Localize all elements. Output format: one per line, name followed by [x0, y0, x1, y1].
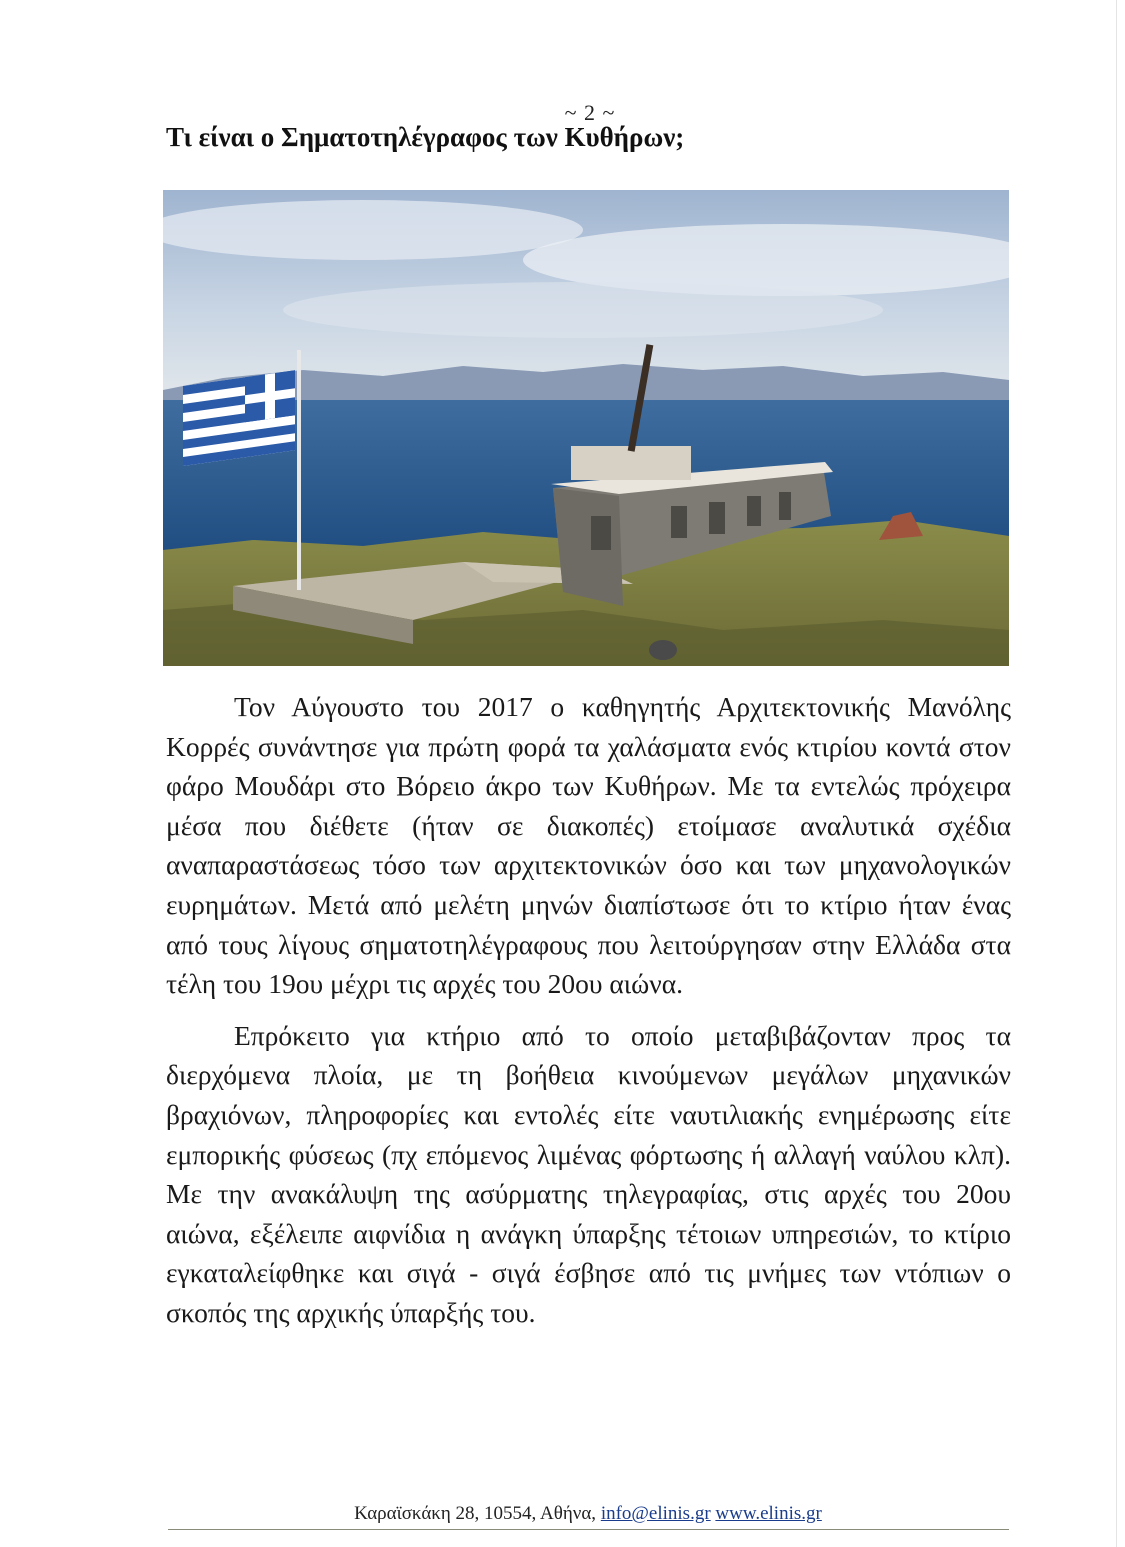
footer-email-link[interactable]: info@elinis.gr	[600, 1503, 711, 1524]
footer-website-link[interactable]: www.elinis.gr	[715, 1503, 822, 1524]
footer	[0, 1503, 1125, 1525]
paragraph-1: Τον Αύγουστο του 2017 ο καθηγητής Αρχιτεκτονικής Μανόλης Κορρές συνάντησε για πρώτη φορά τα χαλάσματα ενός κτιρίου κοντά στον φάρο Μουδάρι στο Βόρειο άκρο των Κυθήρων. Με τα εντελώς πρόχειρα μέσα που διέθετε (ήταν σε διακοπές) ετοίμασε αναλυτικά σχέδια αναπαραστάσεως τόσο των αρχιτεκτονικών όσο και των μηχανολογικών ευρημάτων. Μετά από μελέτη μηνών διαπίστωσε ότι το κτίριο ήταν ένας από τους λίγους σηματοτηλέγραφους που λειτούργησαν στην Ελλάδα στα τέλη του 19ου μέχρι τις αρχές του 20ου αιώνα.	[166, 691, 1011, 1000]
page-edge	[1116, 0, 1117, 1547]
body-text	[166, 687, 1011, 1345]
page-title: Τι είναι ο Σηματοτηλέγραφος των Κυθήρων;	[166, 122, 685, 152]
footer-rule	[168, 1529, 1009, 1530]
semaphore-photo	[163, 190, 1009, 666]
page-number: ~ 2 ~	[564, 100, 616, 125]
footer-address: Καραϊσκάκη 28, 10554, Αθήνα,	[354, 1503, 597, 1524]
paragraph-2: Επρόκειτο για κτήριο από το οποίο μεταβιβάζονταν προς τα διερχόμενα πλοία, με τη βοήθεια κινούμενων μεγάλων μηχανικών βραχιόνων, πληροφορίες και εντολές είτε ναυτιλιακής ενημέρωσης είτε εμπορικής φύσεως (πχ επόμενος λιμένας φόρτωσης ή αλλαγή ναύλου κλπ). Με την ανακάλυψη της ασύρματης τηλεγραφίας, στις αρχές του 20ου αιώνα, εξέλειπε αιφνίδια η ανάγκη ύπαρξης τέτοιων υπηρεσιών, το κτίριο εγκαταλείφθηκε και σιγά - σιγά έσβησε από τις μνήμες των ντόπιων ο σκοπός της αρχικής ύπαρξής του.	[166, 1019, 1011, 1328]
